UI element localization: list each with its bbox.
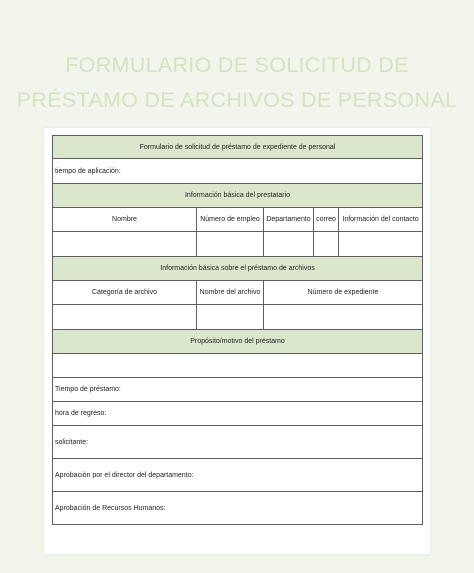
dept-director-approval-field[interactable]: Aprobación por el director del departamento: [53,459,423,492]
column-department: Departamento [264,208,314,232]
borrower-section-header: Información básica del prestatario [53,184,423,208]
archive-section-header: Información básica sobre el préstamo de archivos [53,257,423,281]
column-file-number: Número de expediente [264,281,423,305]
email-input-cell[interactable] [314,232,339,257]
return-time-field[interactable]: hora de regreso: [53,402,423,426]
loan-request-form [52,135,423,525]
page-title-line-2: PRÉSTAMO DE ARCHIVOS DE PERSONAL [16,88,458,112]
purpose-input-cell[interactable] [53,354,423,378]
column-employee-number: Número de empleo [197,208,264,232]
hr-approval-field[interactable]: Aprobación de Recursos Humanos: [53,492,423,525]
purpose-section-header: Propósito/motivo del préstamo [53,330,423,354]
loan-time-field[interactable]: Tiempo de préstamo: [53,378,423,402]
form-header: Formulario de solicitud de préstamo de expediente de personal [53,136,423,159]
column-archive-category: Categoría de archivo [53,281,197,305]
file-name-input-cell[interactable] [197,305,264,330]
application-time-field[interactable]: tiempo de aplicación: [53,159,423,184]
column-email: correo [314,208,339,232]
name-input-cell[interactable] [53,232,197,257]
employee-number-input-cell[interactable] [197,232,264,257]
column-name: Nombre [53,208,197,232]
page-title-line-1: FORMULARIO DE SOLICITUD DE [65,53,409,77]
column-contact-info: Información del contacto [339,208,423,232]
contact-info-input-cell[interactable] [339,232,423,257]
applicant-field[interactable]: solicitante: [53,426,423,459]
department-input-cell[interactable] [264,232,314,257]
archive-category-input-cell[interactable] [53,305,197,330]
file-number-input-cell[interactable] [264,305,423,330]
column-file-name: Nombre del archivo [197,281,264,305]
